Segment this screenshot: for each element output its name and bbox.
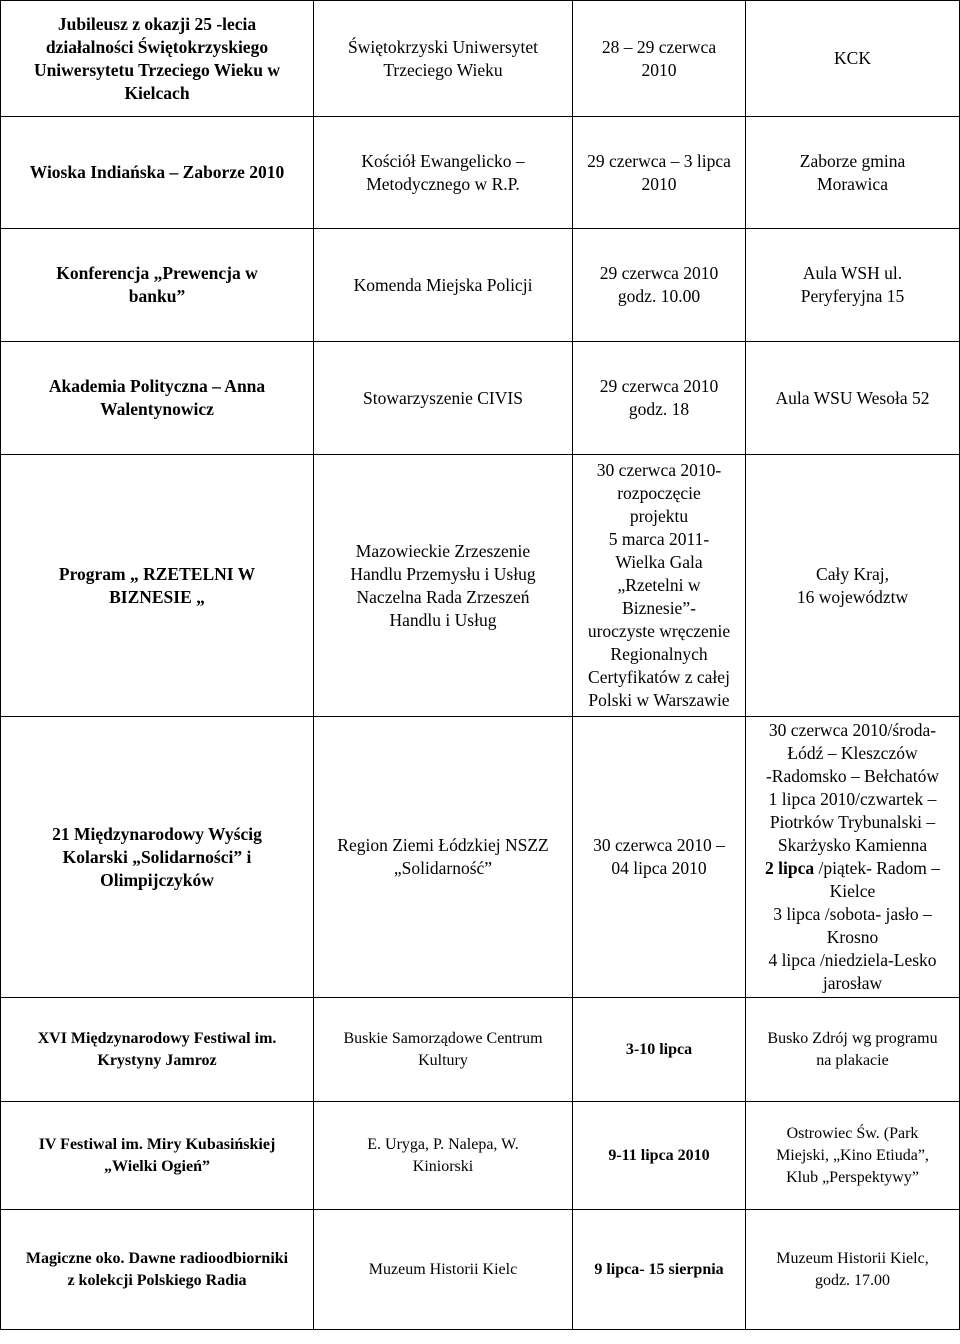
event-cell: Wioska Indiańska – Zaborze 2010 <box>1 117 314 229</box>
table-row <box>1 117 960 229</box>
organizer-cell: Stowarzyszenie CIVIS <box>314 342 573 455</box>
event-cell: Akademia Polityczna – Anna Walentynowicz <box>1 342 314 455</box>
organizer-cell: Region Ziemi Łódzkiej NSZZ „Solidarność” <box>314 717 573 998</box>
place-cell: Cały Kraj, 16 województw <box>746 455 960 717</box>
organizer-cell: Buskie Samorządowe Centrum Kultury <box>314 998 573 1102</box>
date-cell: 9-11 lipca 2010 <box>573 1102 746 1210</box>
table-row <box>1 455 960 717</box>
event-cell: 21 Międzynarodowy Wyścig Kolarski „Solidarności” i Olimpijczyków <box>1 717 314 998</box>
event-cell: Jubileusz z okazji 25 -lecia działalności Świętokrzyskiego Uniwersytetu Trzeciego Wieku w Kielcach <box>1 1 314 117</box>
table-row <box>1 717 960 998</box>
place-line-bold: 2 lipca /piątek- Radom – <box>765 858 940 878</box>
date-cell: 29 czerwca 2010 godz. 18 <box>573 342 746 455</box>
organizer-cell: Komenda Miejska Policji <box>314 229 573 342</box>
table-row <box>1 1 960 117</box>
event-cell: Program „ RZETELNI W BIZNESIE „ <box>1 455 314 717</box>
organizer-cell: Mazowieckie Zrzeszenie Handlu Przemysłu i Usług Naczelna Rada Zrzeszeń Handlu i Usług <box>314 455 573 717</box>
date-cell: 3-10 lipca <box>573 998 746 1102</box>
place-cell: Ostrowiec Św. (Park Miejski, „Kino Etiuda”, Klub „Perspektywy” <box>746 1102 960 1210</box>
event-cell: Magiczne oko. Dawne radioodbiorniki z kolekcji Polskiego Radia <box>1 1210 314 1330</box>
table-row <box>1 1102 960 1210</box>
date-cell: 29 czerwca – 3 lipca 2010 <box>573 117 746 229</box>
table-row <box>1 1210 960 1330</box>
table-row <box>1 998 960 1102</box>
event-cell: IV Festiwal im. Miry Kubasińskiej „Wielki Ogień” <box>1 1102 314 1210</box>
organizer-cell: Kościół Ewangelicko – Metodycznego w R.P. <box>314 117 573 229</box>
date-cell: 30 czerwca 2010- rozpoczęcie projektu 5 marca 2011- Wielka Gala „Rzetelni w Biznesie”- uroczyste wręczenie Regionalnych Certyfikatów z całej Polski w Warszawie <box>573 455 746 717</box>
place-cell: Aula WSH ul. Peryferyjna 15 <box>746 229 960 342</box>
date-cell: 30 czerwca 2010 – 04 lipca 2010 <box>573 717 746 998</box>
date-cell: 29 czerwca 2010 godz. 10.00 <box>573 229 746 342</box>
event-cell: Konferencja „Prewencja w banku” <box>1 229 314 342</box>
table-row <box>1 229 960 342</box>
event-cell: XVI Międzynarodowy Festiwal im. Krystyny Jamroz <box>1 998 314 1102</box>
place-cell: 30 czerwca 2010/środa- Łódź – Kleszczów -Radomsko – Bełchatów 1 lipca 2010/czwartek – Piotrków Trybunalski – Skarżysko Kamienna 2 lipca /piątek- Radom – Kielce 3 lipca /sobota- jasło – Krosno 4 lipca /niedziela-Lesko jarosław <box>746 717 960 998</box>
place-cell: KCK <box>746 1 960 117</box>
date-cell: 28 – 29 czerwca 2010 <box>573 1 746 117</box>
organizer-cell: Muzeum Historii Kielc <box>314 1210 573 1330</box>
place-cell: Aula WSU Wesoła 52 <box>746 342 960 455</box>
date-cell: 9 lipca- 15 sierpnia <box>573 1210 746 1330</box>
place-cell: Zaborze gmina Morawica <box>746 117 960 229</box>
organizer-cell: Świętokrzyski Uniwersytet Trzeciego Wieku <box>314 1 573 117</box>
place-cell: Muzeum Historii Kielc, godz. 17.00 <box>746 1210 960 1330</box>
organizer-cell: E. Uryga, P. Nalepa, W. Kiniorski <box>314 1102 573 1210</box>
table-row <box>1 342 960 455</box>
place-cell: Busko Zdrój wg programu na plakacie <box>746 998 960 1102</box>
